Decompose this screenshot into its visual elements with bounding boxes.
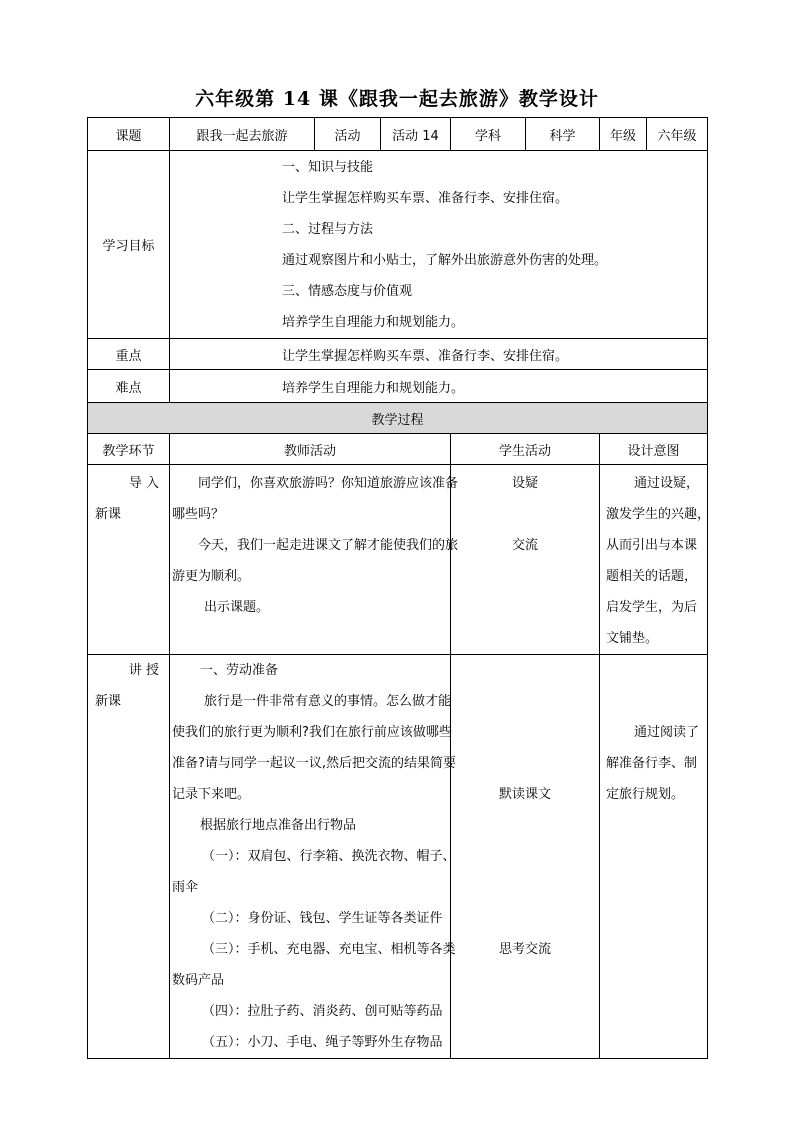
- lecture-student: 默读课文 思考交流: [451, 655, 600, 1059]
- goal-line: 三、情感态度与价值观: [282, 284, 413, 299]
- goal-line: 一、知识与技能: [282, 160, 374, 175]
- topic-value: 跟我一起去旅游: [170, 118, 315, 151]
- difficulty-label: 难点: [88, 370, 170, 403]
- difficulty-value: 培养学生自理能力和规划能力。: [170, 370, 708, 403]
- process-header-row: [88, 403, 708, 434]
- lecture-design: 通过阅读了 解准备行李、制 定旅行规划。: [600, 655, 708, 1059]
- difficulty-row: [88, 370, 708, 403]
- subject-label: 学科: [451, 118, 526, 151]
- grade-value: 六年级: [647, 118, 708, 151]
- intro-teacher: 同学们，你喜欢旅游吗？你知道旅游应该准备 哪些吗？ 今天，我们一起走进课文了解才能使我们的旅 游更为顺利。 出示课题。: [170, 465, 451, 655]
- intro-design: 通过设疑， 激发学生的兴趣， 从而引出与本课 题相关的话题， 启发学生，为后 文铺垫。: [600, 465, 708, 655]
- intro-student: 设疑 交流: [451, 465, 600, 655]
- info-row: [88, 118, 708, 151]
- goal-line: 通过观察图片和小贴士，了解外出旅游意外伤害的处理。: [282, 253, 608, 268]
- goal-line: 培养学生自理能力和规划能力。: [282, 315, 465, 330]
- activity-label: 活动: [315, 118, 381, 151]
- key-point-row: [88, 339, 708, 370]
- process-header: 教学过程: [88, 403, 708, 434]
- intro-row: [88, 465, 708, 655]
- column-header-design: 设计意图: [600, 434, 708, 465]
- column-header-student: 学生活动: [451, 434, 600, 465]
- activity-value: 活动 14: [381, 118, 451, 151]
- goal-line: 二、过程与方法: [282, 222, 374, 237]
- lecture-stage: 讲 授 新课: [88, 655, 170, 1059]
- lesson-plan-table: [87, 117, 711, 1059]
- column-header-stage: 教学环节: [88, 434, 170, 465]
- goals-content: [170, 151, 708, 339]
- subject-value: 科学: [526, 118, 600, 151]
- key-point-label: 重点: [88, 339, 170, 370]
- column-header-row: [88, 434, 708, 465]
- key-point-value: 让学生掌握怎样购买车票、准备行李、安排住宿。: [170, 339, 708, 370]
- grade-label: 年级: [600, 118, 647, 151]
- column-header-teacher: 教师活动: [170, 434, 451, 465]
- lecture-row: [88, 655, 708, 1059]
- intro-stage: 导 入 新课: [88, 465, 170, 655]
- goal-line: 让学生掌握怎样购买车票、准备行李、安排住宿。: [282, 191, 569, 206]
- lecture-teacher: 一、劳动准备 旅行是一件非常有意义的事情。怎么做才能 使我们的旅行更为顺利?我们在旅行前应该做哪些 准备?请与同学一起议一议,然后把交流的结果简要 记录下来吧。 根据旅行地点准备出行物品 （一）：双肩包、行李箱、换洗衣物、帽子、 雨伞 （二）：身份证、钱包、学生证等各类证件 （三）：手机、充电器、充电宝、相机等各类 数码产品 （四）：拉肚子药、消炎药、创可贴等药品 （五）：小刀、手电、绳子等野外生存物品: [170, 655, 451, 1059]
- goals-label: 学习目标: [88, 151, 170, 339]
- topic-label: 课题: [88, 118, 170, 151]
- document-title: 六年级第 14 课《跟我一起去旅游》教学设计: [195, 88, 599, 110]
- goals-row: [88, 151, 708, 339]
